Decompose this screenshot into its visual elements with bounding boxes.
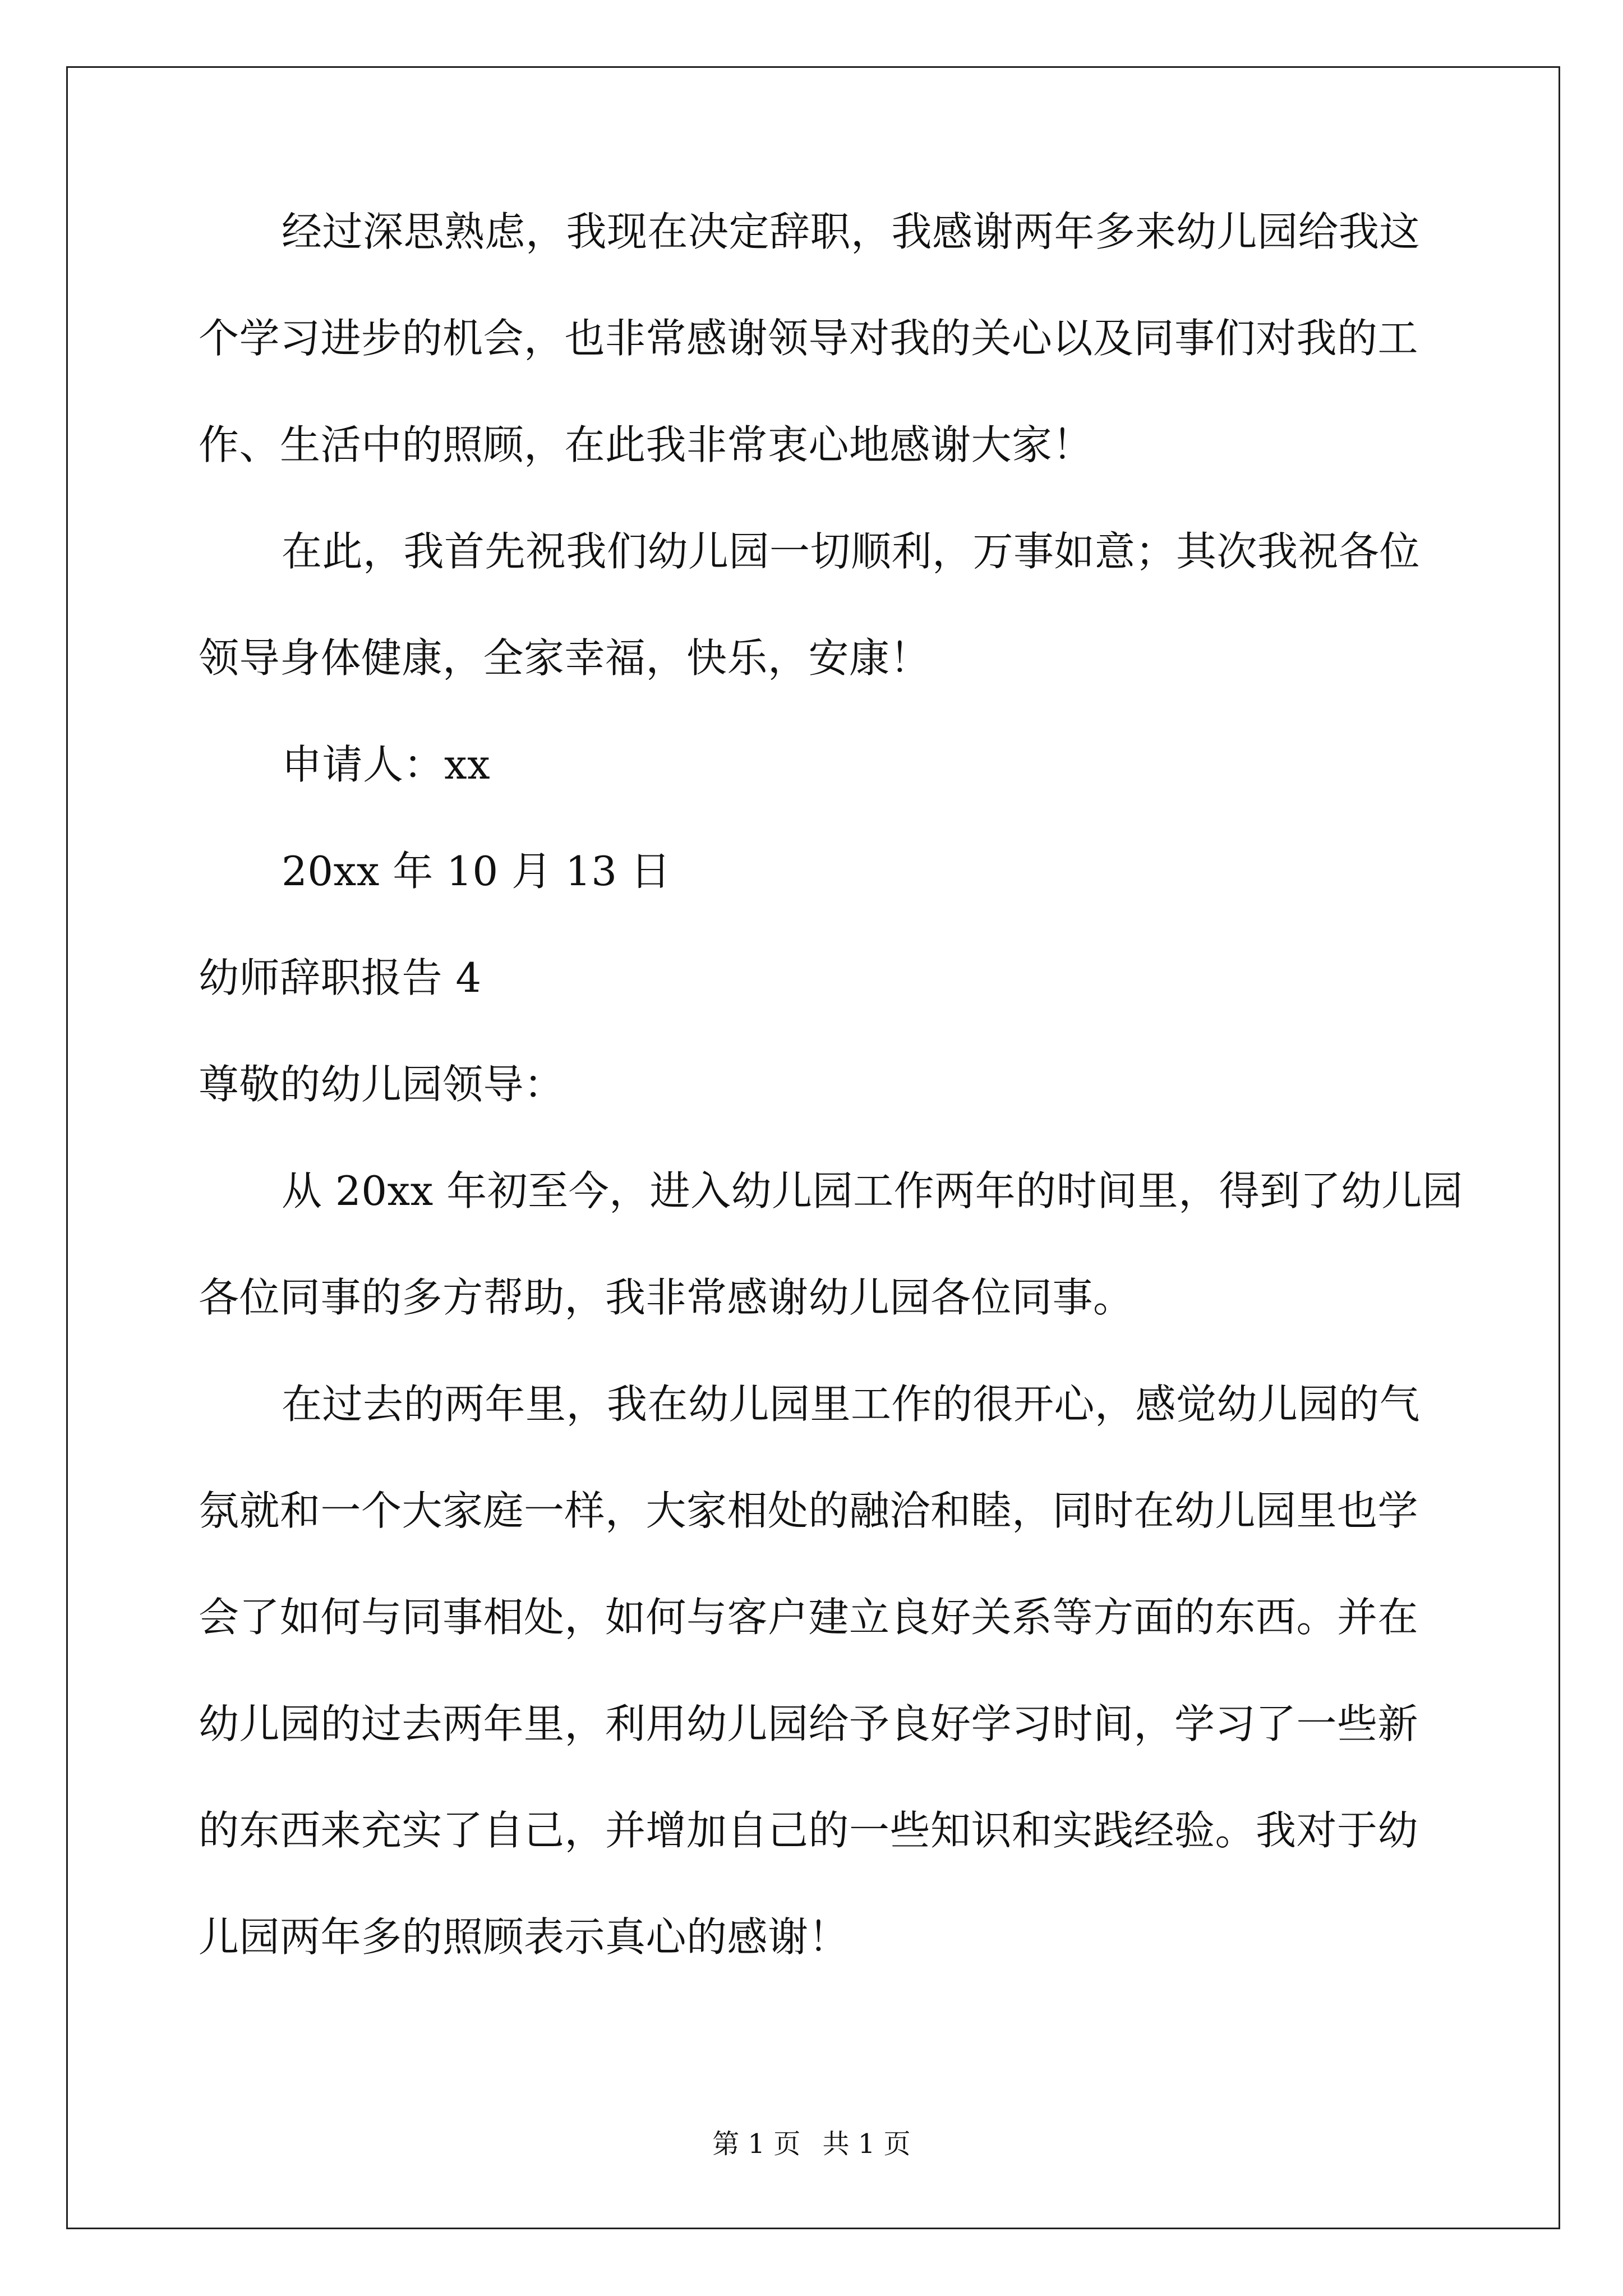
section-title: 幼师辞职报告 4 xyxy=(199,954,482,1001)
date-line: 20xx 年 10 月 13 日 xyxy=(282,848,671,895)
paragraph-line: 的东西来充实了自己，并增加自己的一些知识和实践经验。我对于幼 xyxy=(199,1807,1419,1854)
paragraph-line: 各位同事的多方帮助，我非常感谢幼儿园各位同事。 xyxy=(199,1274,1134,1321)
paragraph-line: 经过深思熟虑，我现在决定辞职，我感谢两年多来幼儿园给我这 xyxy=(282,208,1421,255)
paragraph-line: 会了如何与同事相处，如何与客户建立良好关系等方面的东西。并在 xyxy=(199,1594,1419,1641)
page-footer xyxy=(0,2127,1623,2161)
salutation: 尊敬的幼儿园领导： xyxy=(199,1061,565,1108)
paragraph-line: 氛就和一个大家庭一样，大家相处的融洽和睦，同时在幼儿园里也学 xyxy=(199,1487,1419,1534)
paragraph-line: 个学习进步的机会，也非常感谢领导对我的关心以及同事们对我的工 xyxy=(199,315,1419,362)
page-border xyxy=(66,66,1560,2229)
applicant-line: 申请人：xx xyxy=(282,741,491,788)
paragraph-line: 儿园两年多的照顾表示真心的感谢！ xyxy=(199,1913,850,1961)
paragraph-line: 从 20xx 年初至今，进入幼儿园工作两年的时间里，得到了幼儿园 xyxy=(282,1167,1463,1214)
paragraph-line: 领导身体健康，全家幸福，快乐，安康！ xyxy=(199,634,931,682)
page-number-total: 共 1 页 xyxy=(822,2128,911,2160)
paragraph-line: 幼儿园的过去两年里，利用幼儿园给予良好学习时间，学习了一些新 xyxy=(199,1700,1419,1747)
paragraph-line: 在此，我首先祝我们幼儿园一切顺利，万事如意；其次我祝各位 xyxy=(282,528,1421,575)
paragraph-line: 作、生活中的照顾，在此我非常衷心地感谢大家！ xyxy=(199,421,1094,468)
page-number-current: 第 1 页 xyxy=(712,2128,801,2160)
paragraph-line: 在过去的两年里，我在幼儿园里工作的很开心，感觉幼儿园的气 xyxy=(282,1381,1421,1428)
